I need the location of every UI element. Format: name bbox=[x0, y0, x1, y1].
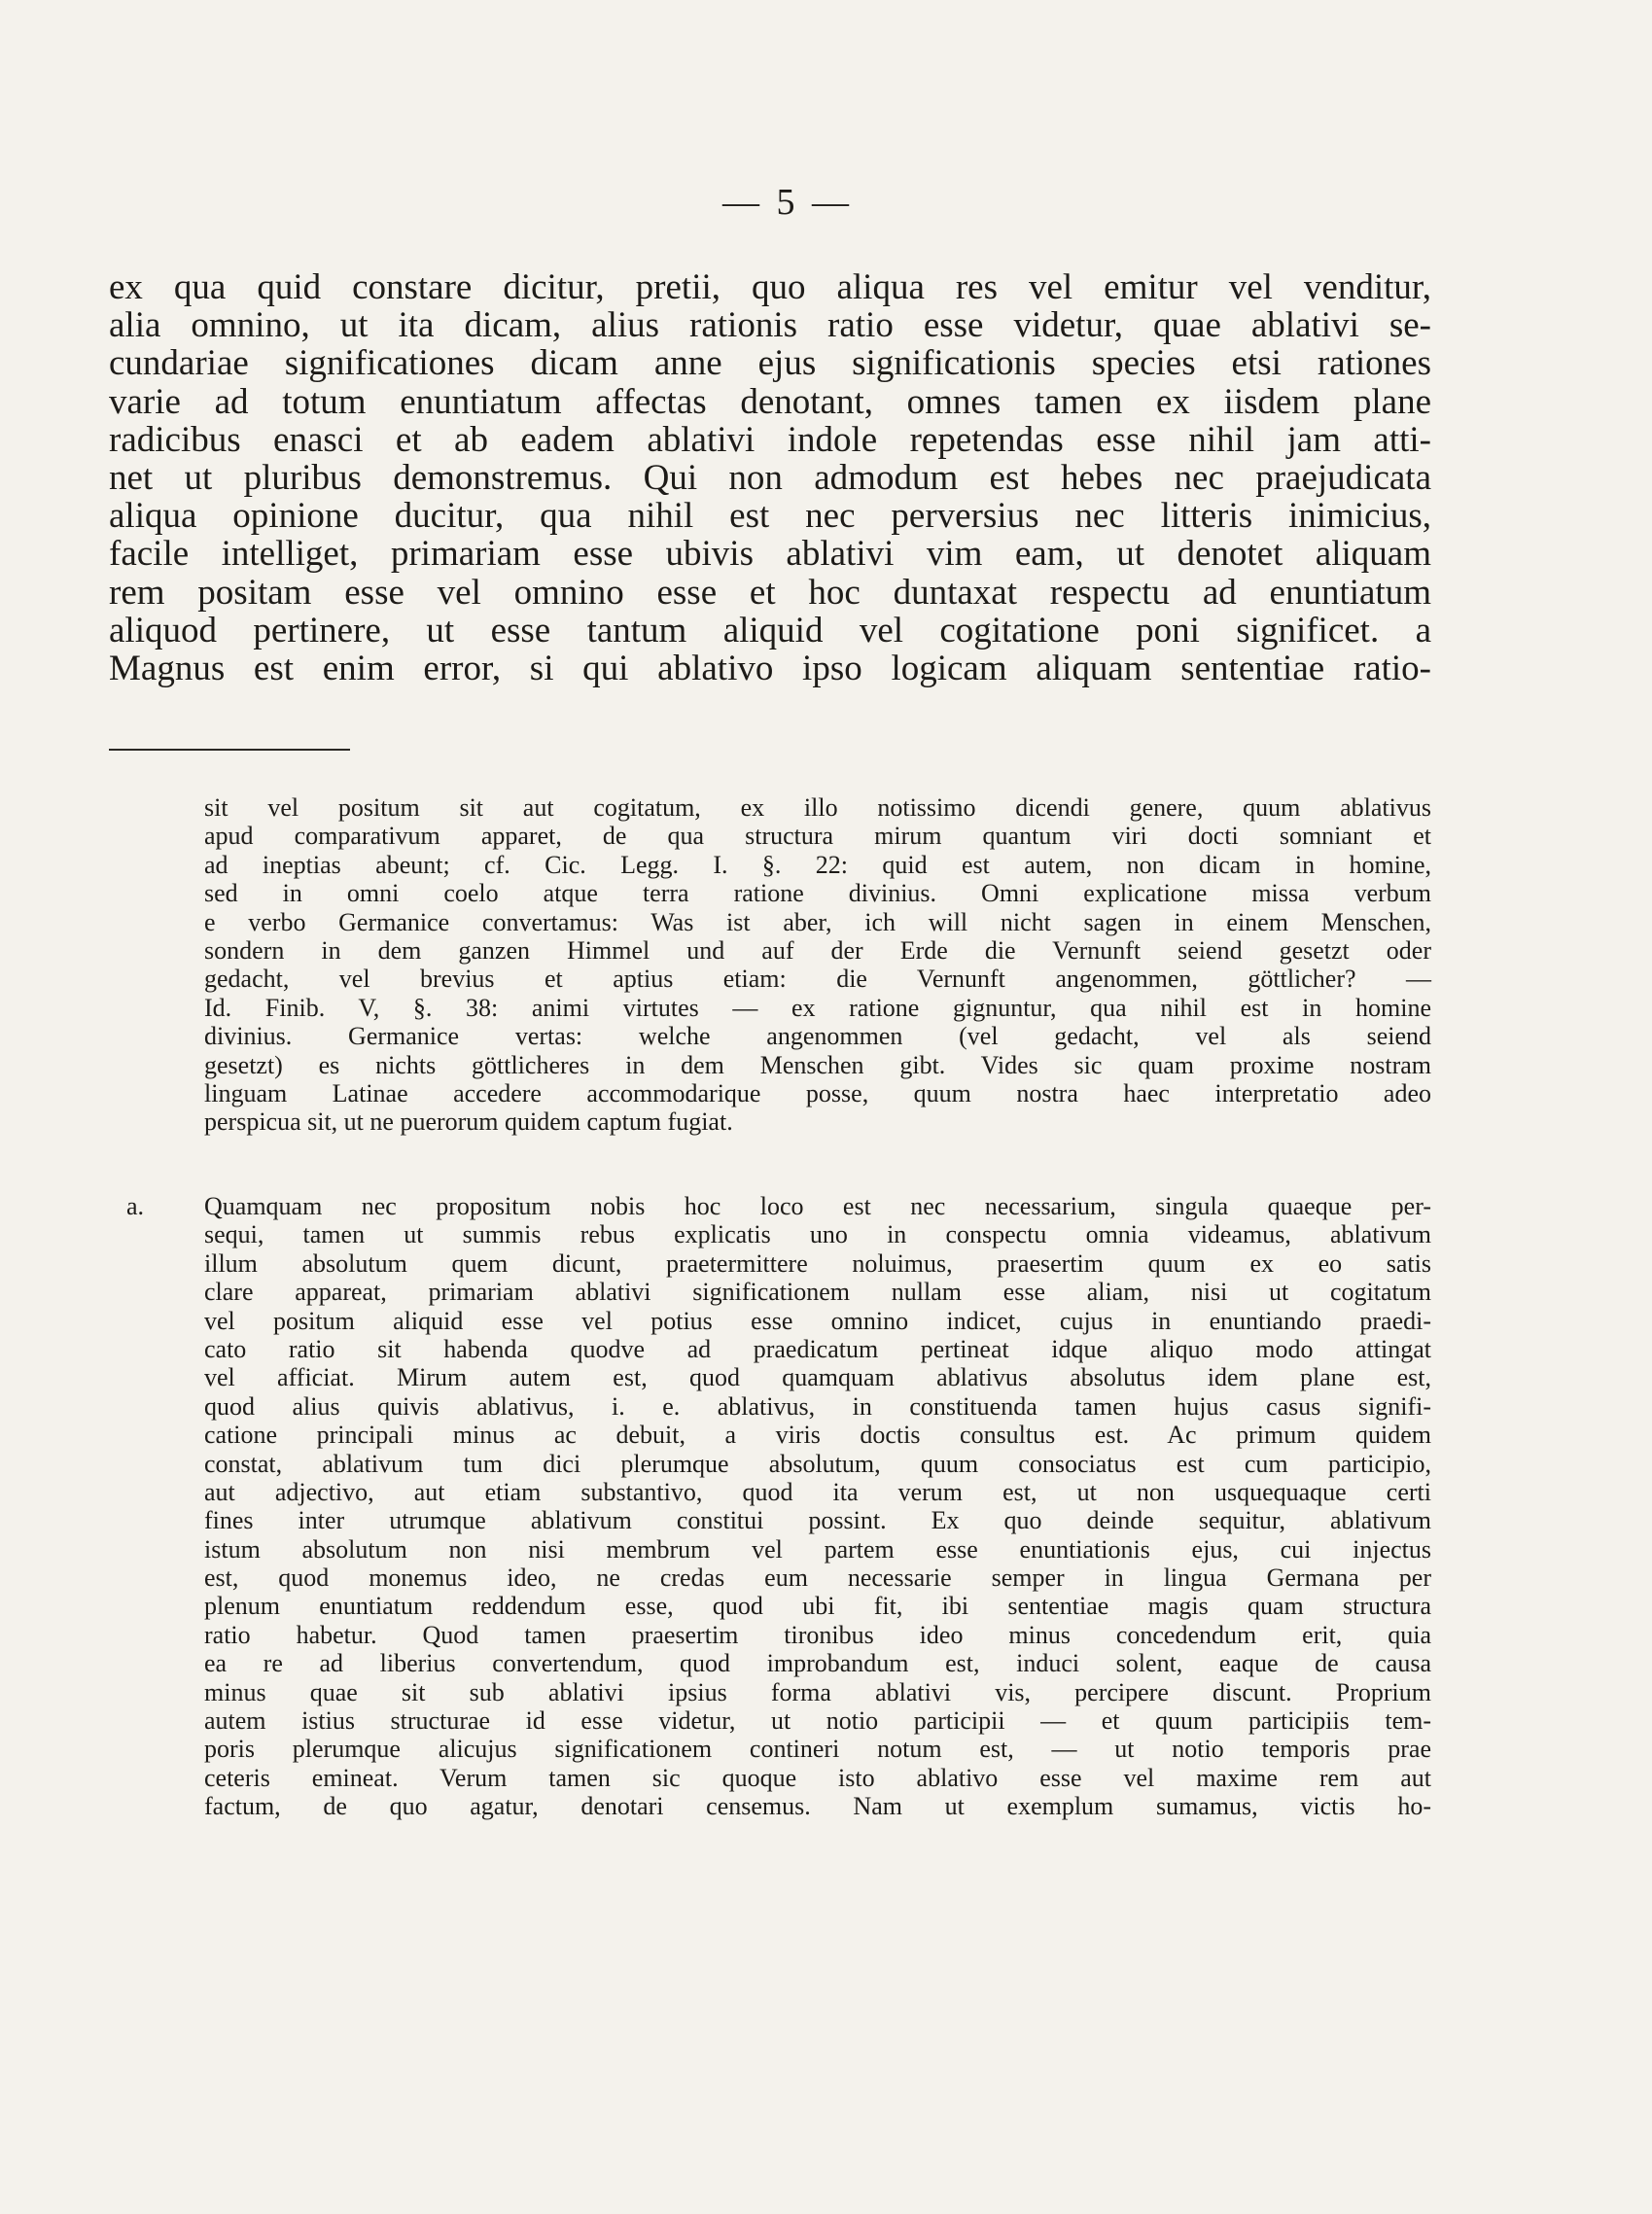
footnote-line: cato ratio sit habenda quodve ad praedicatum pertineat idque aliquo modo attingat bbox=[204, 1334, 1431, 1363]
footnote-line: perspicua sit, ut ne puerorum quidem captum fugiat. bbox=[204, 1107, 733, 1137]
footnote-line: ad ineptias abeunt; cf. Cic. Legg. I. §. 22: quid est autem, non dicam in homine, bbox=[204, 850, 1431, 879]
footnote-line: Id. Finib. V, §. 38: animi virtutes — ex ratione gignuntur, qua nihil est in homine bbox=[204, 993, 1431, 1022]
footnote-line: gesetzt) es nichts göttlicheres in dem Menschen gibt. Vides sic quam proxime nostram bbox=[204, 1050, 1431, 1079]
page-number: — 5 — bbox=[722, 182, 853, 223]
footnote-line: est, quod monemus ideo, ne credas eum necessarie semper in lingua Germana per bbox=[204, 1564, 1431, 1593]
footnote-line: gedacht, vel brevius et aptius etiam: die Vernunft angenommen, göttlicher? — bbox=[204, 965, 1431, 994]
footnote-line: factum, de quo agatur, denotari censemus. Nam ut exemplum sumamus, victis ho- bbox=[204, 1792, 1431, 1821]
footnote-line: sequi, tamen ut summis rebus explicatis uno in conspectu omnia videamus, ablativum bbox=[204, 1220, 1431, 1249]
text-line: radicibus enasci et ab eadem ablativi indole repetendas esse nihil jam atti- bbox=[109, 419, 1431, 460]
footnote-line: plenum enuntiatum reddendum esse, quod ubi fit, ibi sententiae magis quam structura bbox=[204, 1592, 1431, 1621]
text-line: aliquod pertinere, ut esse tantum aliquid vel cogitatione poni significet. a bbox=[109, 610, 1431, 650]
footnote-line: minus quae sit sub ablativi ipsius forma ablativi vis, percipere discunt. Proprium bbox=[204, 1677, 1431, 1706]
footnote-a bbox=[126, 1192, 1431, 1821]
footnote-line: istum absolutum non nisi membrum vel partem esse enuntiationis ejus, cui injectus bbox=[204, 1534, 1431, 1564]
footnote-line: fines inter utrumque ablativum constitui possint. Ex quo deinde sequitur, ablativum bbox=[204, 1506, 1431, 1535]
footnote-continuation bbox=[204, 793, 1431, 1137]
text-line: aliqua opinione ducitur, qua nihil est nec perversius nec litteris inimicius, bbox=[109, 496, 1431, 537]
footnote-line: vel positum aliquid esse vel potius esse omnino indicet, cujus in enuntiando praedi- bbox=[204, 1306, 1431, 1335]
footnote-line: poris plerumque alicujus significationem contineri notum est, — ut notio temporis prae bbox=[204, 1735, 1431, 1764]
main-text-block bbox=[109, 268, 1431, 687]
footnote-divider bbox=[109, 749, 350, 751]
footnote-line: autem istius structurae id esse videtur, ut notio participii — et quum participiis tem- bbox=[204, 1706, 1431, 1736]
footnote-line: illum absolutum quem dicunt, praetermittere noluimus, praesertim quum ex eo satis bbox=[204, 1248, 1431, 1278]
footnote-line: ratio habetur. Quod tamen praesertim tironibus ideo minus concedendum erit, quia bbox=[204, 1620, 1431, 1649]
footnote-line: aut adjectivo, aut etiam substantivo, quod ita verum est, ut non usquequaque certi bbox=[204, 1477, 1431, 1506]
text-line: rem positam esse vel omnino esse et hoc duntaxat respectu ad enuntiatum bbox=[109, 572, 1431, 613]
footnote-line: e verbo Germanice convertamus: Was ist aber, ich will nicht sagen in einem Menschen, bbox=[204, 907, 1431, 936]
footnote-line: linguam Latinae accedere accommodarique posse, quum nostra haec interpretatio adeo bbox=[204, 1078, 1431, 1107]
text-line: Magnus est enim error, si qui ablativo ipso logicam aliquam sententiae ratio- bbox=[109, 648, 1431, 688]
text-line: net ut pluribus demonstremus. Qui non admodum est hebes nec praejudicata bbox=[109, 457, 1431, 498]
footnote-line: quod alius quivis ablativus, i. e. ablativus, in constituenda tamen hujus casus signifi- bbox=[204, 1391, 1431, 1421]
text-line: cundariae significationes dicam anne ejus significationis species etsi rationes bbox=[109, 343, 1431, 384]
footnote-line: sed in omni coelo atque terra ratione divinius. Omni explicatione missa verbum bbox=[204, 879, 1431, 908]
footnote-line: sit vel positum sit aut cogitatum, ex illo notissimo dicendi genere, quum ablativus bbox=[204, 793, 1431, 822]
text-line: alia omnino, ut ita dicam, alius rationis ratio esse videtur, quae ablativi se- bbox=[109, 305, 1431, 346]
footnote-line: vel afficiat. Mirum autem est, quod quamquam ablativus absolutus idem plane est, bbox=[204, 1363, 1431, 1392]
text-line: ex qua quid constare dicitur, pretii, quo aliqua res vel emitur vel venditur, bbox=[109, 267, 1431, 307]
footnote-line: divinius. Germanice vertas: welche angenommen (vel gedacht, vel als seiend bbox=[204, 1022, 1431, 1051]
footnote-line: catione principali minus ac debuit, a viris doctis consultus est. Ac primum quidem bbox=[204, 1421, 1431, 1450]
footnote-line: Quamquam nec propositum nobis hoc loco est nec necessarium, singula quaeque per- bbox=[204, 1192, 1431, 1220]
footnote-line: apud comparativum apparet, de qua structura mirum quantum viri docti somniant et bbox=[204, 822, 1431, 851]
text-line: facile intelliget, primariam esse ubivis ablativi vim eam, ut denotet aliquam bbox=[109, 534, 1431, 575]
footnote-line: ea re ad liberius convertendum, quod improbandum est, induci solent, eaque de causa bbox=[204, 1649, 1431, 1678]
footnote-line: ceteris emineat. Verum tamen sic quoque isto ablativo esse vel maxime rem aut bbox=[204, 1763, 1431, 1792]
text-line: varie ad totum enuntiatum affectas denotant, omnes tamen ex iisdem plane bbox=[109, 381, 1431, 422]
footnote-line: constat, ablativum tum dici plerumque absolutum, quum consociatus est cum participio, bbox=[204, 1449, 1431, 1478]
footnote-marker: a. bbox=[126, 1192, 145, 1220]
footnote-line: clare appareat, primariam ablativi significationem nullam esse aliam, nisi ut cogitatum bbox=[204, 1278, 1431, 1307]
footnote-line: sondern in dem ganzen Himmel und auf der Erde die Vernunft seiend gesetzt oder bbox=[204, 935, 1431, 965]
